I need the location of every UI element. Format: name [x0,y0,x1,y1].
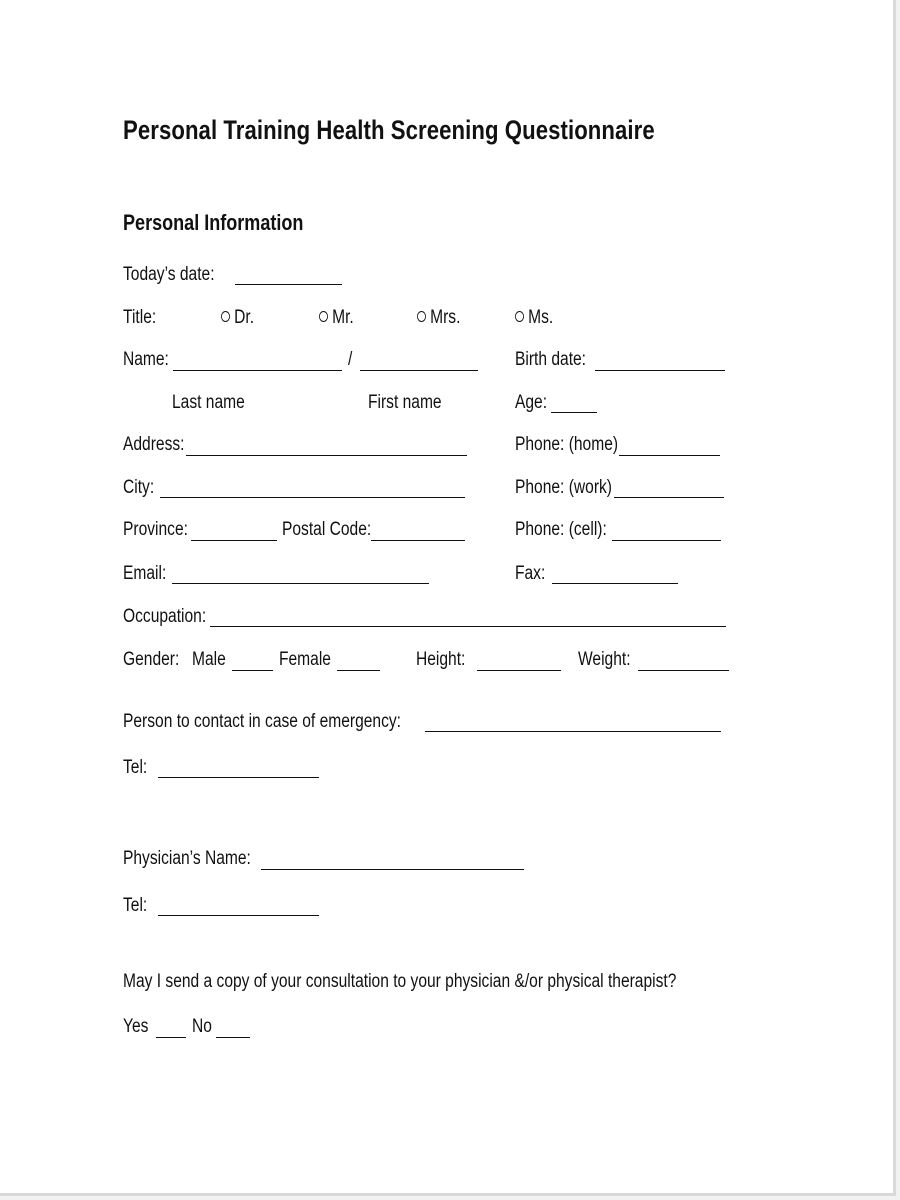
first-name-field[interactable] [360,370,478,371]
title-option-ms[interactable]: Ms. [515,307,553,329]
emergency-tel-field[interactable] [158,777,319,778]
emergency-contact-label: Person to contact in case of emergency: [123,711,401,732]
title-option-mr[interactable]: Mr. [319,307,354,329]
fax-label: Fax: [515,563,546,584]
emergency-tel-label: Tel: [123,757,148,778]
postal-code-label: Postal Code: [282,519,372,540]
name-separator: / [348,349,353,370]
radio-circle-icon[interactable] [515,311,524,322]
title-option-dr[interactable]: Dr. [221,307,254,329]
age-field[interactable] [551,412,597,413]
female-field[interactable] [337,670,380,671]
radio-circle-icon[interactable] [319,311,328,322]
birth-date-label: Birth date: [515,349,587,370]
male-label: Male [192,649,226,670]
phone-cell-label: Phone: (cell): [515,519,607,540]
yes-field[interactable] [156,1037,186,1038]
height-label: Height: [416,649,466,670]
birth-date-field[interactable] [595,370,725,371]
email-label: Email: [123,563,167,584]
occupation-label: Occupation: [123,606,207,627]
physician-tel-field[interactable] [158,915,319,916]
phone-home-field[interactable] [619,455,720,456]
no-label: No [192,1016,212,1037]
physician-name-field[interactable] [261,869,524,870]
email-field[interactable] [172,583,429,584]
phone-cell-field[interactable] [612,540,721,541]
age-label: Age: [515,392,548,413]
radio-circle-icon[interactable] [417,311,426,322]
emergency-contact-field[interactable] [425,731,721,732]
todays-date-field[interactable] [235,284,342,285]
last-name-field[interactable] [173,370,342,371]
weight-field[interactable] [638,670,729,671]
postal-code-field[interactable] [371,540,465,541]
gender-label: Gender: [123,649,180,670]
todays-date-label: Today’s date: [123,264,215,285]
address-label: Address: [123,434,185,455]
weight-label: Weight: [578,649,631,670]
city-label: City: [123,477,155,498]
name-label: Name: [123,349,169,370]
physician-tel-label: Tel: [123,895,148,916]
province-field[interactable] [191,540,277,541]
phone-home-label: Phone: (home) [515,434,619,455]
female-label: Female [279,649,331,670]
physician-name-label: Physician’s Name: [123,848,251,869]
phone-work-field[interactable] [614,497,724,498]
fax-field[interactable] [552,583,678,584]
document-title: Personal Training Health Screening Questionnaire [123,115,655,145]
occupation-field[interactable] [210,626,726,627]
phone-work-label: Phone: (work) [515,477,612,498]
address-field[interactable] [186,455,467,456]
title-label: Title: [123,307,157,328]
title-option-mrs[interactable]: Mrs. [417,307,460,329]
yes-label: Yes [123,1016,149,1037]
last-name-caption: Last name [172,392,245,413]
male-field[interactable] [232,670,273,671]
province-label: Province: [123,519,188,540]
no-field[interactable] [216,1037,250,1038]
consent-question: May I send a copy of your consultation to your physician &/or physical therapist? [123,971,677,992]
first-name-caption: First name [368,392,442,413]
section-heading-personal-information: Personal Information [123,210,304,235]
radio-circle-icon[interactable] [221,311,230,322]
city-field[interactable] [160,497,465,498]
height-field[interactable] [477,670,561,671]
